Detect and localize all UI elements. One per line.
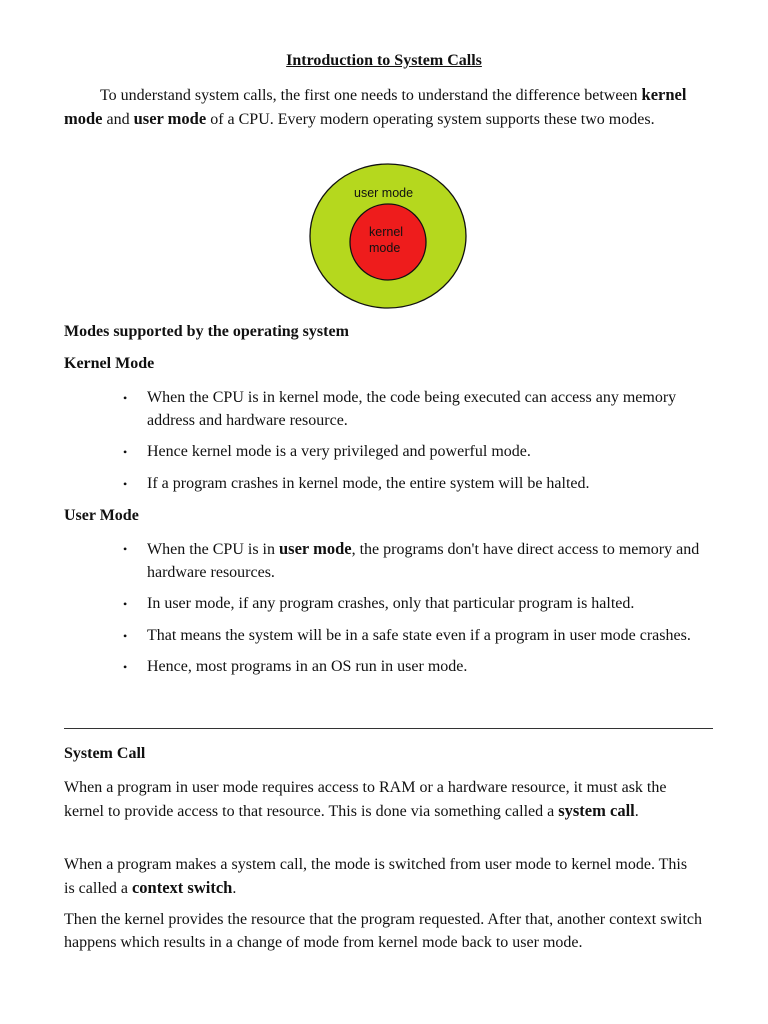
syscall-p2-post: . (232, 879, 237, 897)
user-mode-list (120, 538, 710, 679)
syscall-p2-pre: When a program makes a system call, the mode is switched from user mode to kernel mode. This is called a (64, 856, 688, 897)
syscall-paragraph-1 (64, 777, 694, 823)
list-item: • That means the system will be in a safe state even if a program in user mode crashes. (120, 625, 710, 648)
list-item: • When the CPU is in kernel mode, the code being executed can access any memory address and hardware resource. (120, 387, 710, 432)
user-mode-label: user mode (354, 186, 414, 200)
list-item: • If a program crashes in kernel mode, the entire system will be halted. (120, 473, 710, 496)
system-call-heading: System Call (64, 745, 146, 762)
syscall-p1-post: . (634, 802, 639, 820)
syscall-p1-bold: system call (558, 800, 635, 820)
intro-text-2: and (102, 110, 134, 128)
section-divider (64, 728, 713, 729)
user-item1-pre: When the CPU is in (147, 541, 279, 558)
syscall-paragraph-2 (64, 854, 694, 900)
list-item: • In user mode, if any program crashes, only that particular program is halted. (120, 593, 710, 616)
page-title: Introduction to System Calls (286, 52, 482, 69)
intro-text-1: To understand system calls, the first one needs to understand the difference between (100, 87, 642, 104)
intro-paragraph (64, 84, 719, 131)
intro-bold-kernel-mode: kernel mode (64, 85, 687, 128)
intro-text-3: of a CPU. Every modern operating system supports these two modes. (206, 110, 655, 128)
kernel-mode-list (120, 387, 710, 495)
mode-rings-diagram (304, 162, 468, 312)
modes-heading: Modes supported by the operating system (64, 323, 349, 340)
syscall-p1-pre: When a program in user mode requires access to RAM or a hardware resource, it must ask the kernel to provide access to that resource. This is done via something called a (64, 779, 667, 820)
user-item1-post: , the programs don't have direct access to memory and hardware resources. (147, 541, 700, 581)
syscall-paragraph-3: Then the kernel provides the resource that the program requested. After that, another context switch happens which results in a change of mode from kernel mode back to user mode. (64, 911, 702, 951)
list-item: • Hence, most programs in an OS run in user mode. (120, 656, 710, 679)
kernel-label-line1: kernel (369, 225, 404, 239)
list-item (120, 538, 710, 584)
user-item1-bold: user mode (279, 539, 352, 558)
kernel-label-line2: mode (369, 241, 401, 255)
syscall-p2-bold: context switch (131, 877, 233, 897)
user-mode-heading: User Mode (64, 507, 139, 524)
kernel-mode-heading: Kernel Mode (64, 355, 155, 372)
intro-bold-user-mode: user mode (133, 108, 207, 128)
list-item: • Hence kernel mode is a very privileged and powerful mode. (120, 441, 710, 464)
